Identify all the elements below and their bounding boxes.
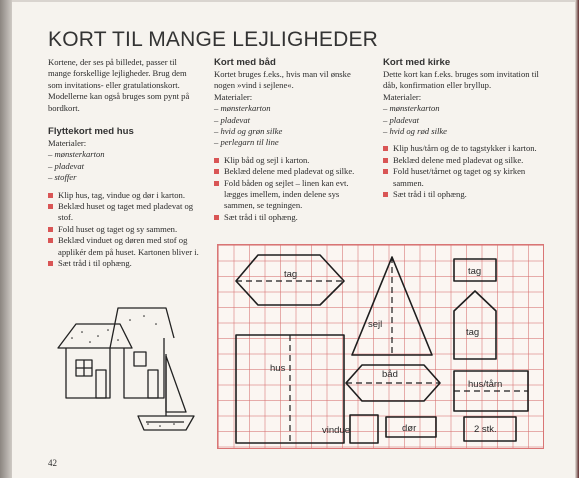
- step-item: Beklæd delene med pladevat og silke.: [214, 166, 372, 177]
- house-roof-sketch: [58, 324, 132, 348]
- church-steps: [383, 143, 543, 200]
- column-house: [48, 57, 200, 270]
- page-number: 42: [48, 458, 57, 468]
- material-item: – pladevat: [214, 114, 251, 125]
- hull-sketch: [138, 416, 194, 430]
- material-item: – pladevat: [383, 114, 420, 125]
- step-item: Sæt tråd i til ophæng.: [214, 212, 372, 223]
- label-tag: tag: [284, 269, 298, 280]
- material-item: – mønsterkarton: [383, 103, 440, 114]
- house-door-sketch: [96, 370, 106, 398]
- material-item: – stoffer: [48, 172, 77, 183]
- step-item: Sæt tråd i til ophæng.: [48, 258, 200, 269]
- label-2-stk: 2 stk.: [474, 424, 497, 435]
- step-item: Beklæd vinduet og døren med stof og applikér dem på huset. Kartonen bliver i.: [48, 235, 200, 258]
- pattern-drawing: [218, 245, 543, 448]
- page-edge: [575, 0, 579, 478]
- house-steps: [48, 190, 200, 270]
- materials-label: Materialer:: [214, 91, 253, 102]
- material-item: – mønsterkarton: [214, 103, 271, 114]
- label-tag-small: tag: [468, 266, 482, 277]
- label-tag-tower: tag: [466, 327, 480, 338]
- label-vindue: vindue: [322, 425, 350, 436]
- step-item: Klip hus/tårn og de to tagstykker i karton.: [383, 143, 543, 154]
- label-baad: båd: [382, 369, 398, 380]
- materials-label: Materialer:: [383, 91, 422, 102]
- pattern-grid: [217, 244, 544, 449]
- page-title: KORT TIL MANGE LEJLIGHEDER: [48, 28, 379, 51]
- step-item: Fold huset/tårnet og taget og sy kirken sammen.: [383, 166, 543, 189]
- column-church: [383, 57, 543, 200]
- window-pattern: [350, 415, 378, 443]
- step-item: Fold båden og sejlet – linen kan evt. lægges imellem, inden delene sys sammen, se tegningen.: [214, 178, 372, 212]
- material-item: – hvid og rød silke: [383, 126, 447, 137]
- step-item: Klip båd og sejl i karton.: [214, 155, 372, 166]
- boat-card-heading: Kort med båd: [214, 57, 276, 68]
- step-item: Beklæd huset og taget med pladevat og stof.: [48, 201, 200, 224]
- boat-steps: [214, 155, 372, 223]
- boat-intro: Kortet bruges f.eks., hvis man vil ønske nogen »vind i sejlene«.: [214, 69, 351, 91]
- column-boat: [214, 57, 372, 223]
- house-wall-sketch: [66, 348, 110, 398]
- material-item: – perlegarn til line: [214, 137, 279, 148]
- church-card-heading: Kort med kirke: [383, 57, 451, 68]
- intro-text: Kortene, der ses på billedet, passer til mange forskellige lejligheder. Brug dem som invitations- eller gratulationskort. Modellerne kan også bruges som pynt på bordkort.: [48, 57, 190, 113]
- label-hus: hus: [270, 363, 286, 374]
- step-item: Fold huset og taget og sy sammen.: [48, 224, 200, 235]
- step-item: Beklæd delene med pladevat og silke.: [383, 155, 543, 166]
- material-item: – pladevat: [48, 160, 85, 171]
- label-sejl: sejl: [368, 319, 383, 330]
- step-item: Klip hus, tag, vindue og dør i karton.: [48, 190, 200, 201]
- roof-pattern: [236, 255, 344, 305]
- materials-label: Materialer:: [48, 138, 87, 149]
- house-card-heading: Flyttekort med hus: [48, 126, 134, 138]
- book-spine: [0, 0, 12, 478]
- step-item: Sæt tråd i til ophæng.: [383, 189, 543, 200]
- material-item: – hvid og grøn silke: [214, 126, 283, 137]
- sail-sketch: [166, 356, 186, 412]
- church-intro: Dette kort kan f.eks. bruges som invitation til dåb, konfirmation eller bryllup.: [383, 69, 539, 91]
- tower-roof-pattern: [454, 291, 496, 359]
- label-hus-taarn: hus/tårn: [468, 379, 503, 390]
- house-boat-sketch: [48, 290, 198, 440]
- label-doer: dør: [402, 423, 417, 434]
- material-item: – mønsterkarton: [48, 149, 105, 160]
